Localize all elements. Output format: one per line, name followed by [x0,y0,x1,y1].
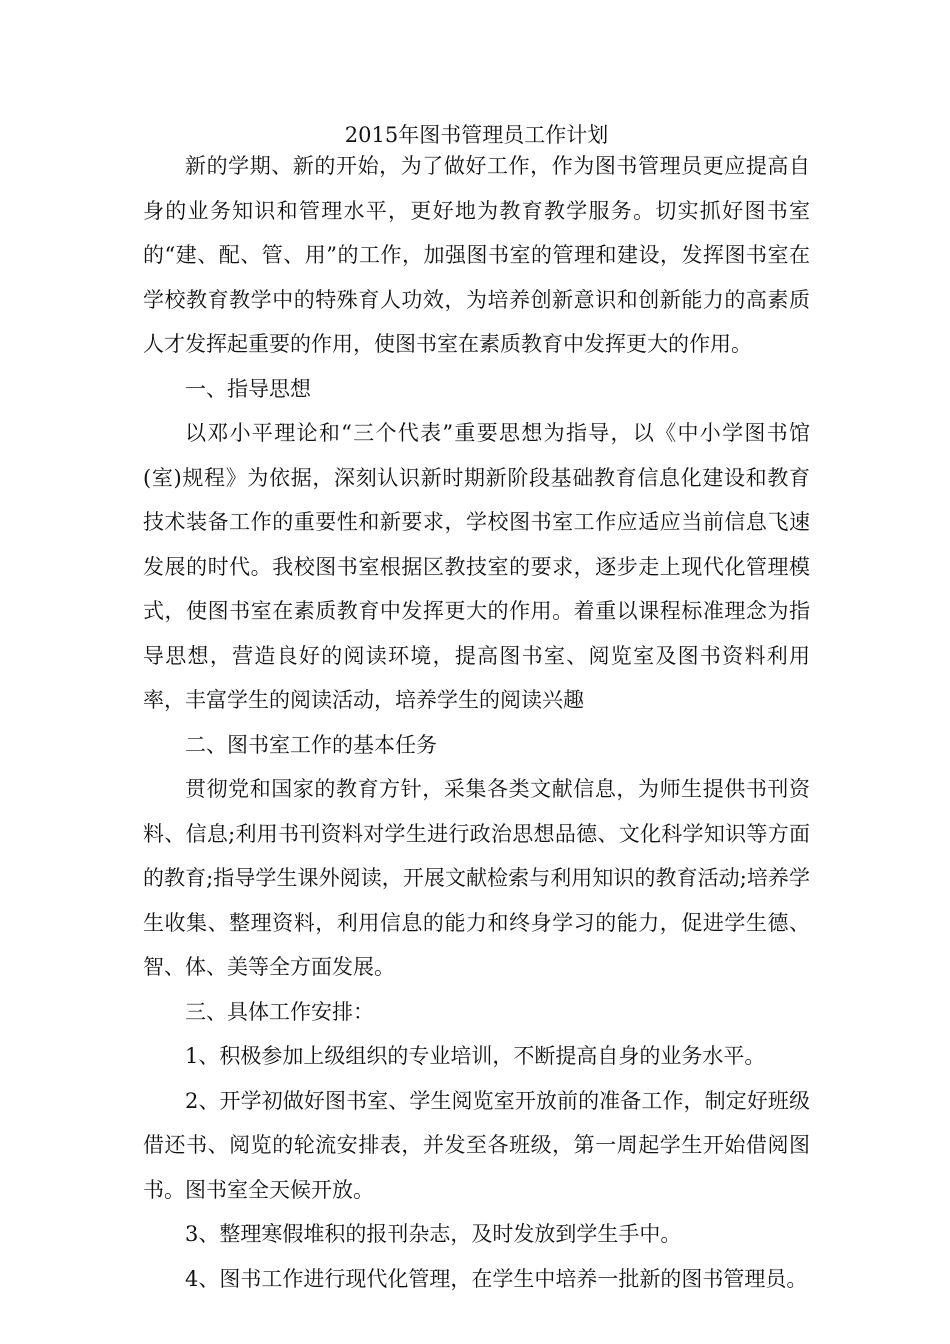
document-title: 2015年图书管理员工作计划 [344,123,609,147]
list-item: 3、整理寒假堆积的报刊杂志，及时发放到学生手中。 [185,1222,682,1246]
section-paragraph: 以邓小平理论和“三个代表”重要思想为指导，以《中小学图书馆(室)规程》为依据，深刻认识新时期新阶段基础教育信息化建设和教育技术装备工作的重要性和新要求，学校图书室工作应适应当前信息飞速发展的时代。我校图书室根据区教技室的要求，逐步走上现代化管理模式，使图书室在素质教育中发挥更大的作用。着重以课程标准理念为指导思想，营造良好的阅读环境，提高图书室、阅览室及图书资料利用率，丰富学生的阅读活动，培养学生的阅读兴趣 [143,421,810,712]
list-item: 4、图书工作进行现代化管理，在学生中培养一批新的图书管理员。 [185,1266,808,1291]
intro-paragraph: 新的学期、新的开始，为了做好工作，作为图书管理员更应提高自身的业务知识和管理水平，更好地为教育教学服务。切实抓好图书室的“建、配、管、用”的工作，加强图书室的管理和建设，发挥图书室在学校教育教学中的特殊育人功效，为培养创新意识和创新能力的高素质人才发挥起重要的作用，使图书室在素质教育中发挥更大的作用。 [143,154,810,356]
section-paragraph: 贯彻党和国家的教育方针，采集各类文献信息，为师生提供书刊资料、信息;利用书刊资料对学生进行政治思想品德、文化科学知识等方面的教育;指导学生课外阅读，开展文献检索与利用知识的教育活动;培养学生收集、整理资料，利用信息的能力和终身学习的能力，促进学生德、智、体、美等全方面发展。 [143,777,810,979]
list-item: 1、积极参加上级组织的专业培训，不断提高自身的业务水平。 [185,1044,766,1068]
section-heading-basic-tasks: 二、图书室工作的基本任务 [185,732,437,757]
section-heading-guiding-ideology: 一、指导思想 [185,376,311,401]
section-heading-work-arrangements: 三、具体工作安排： [185,999,374,1024]
document-page [143,120,810,1301]
list-item: 2、开学初做好图书室、学生阅览室开放前的准备工作，制定好班级借还书、阅览的轮流安排表，并发至各班级，第一周起学生开始借阅图书。图书室全天候开放。 [143,1088,810,1202]
